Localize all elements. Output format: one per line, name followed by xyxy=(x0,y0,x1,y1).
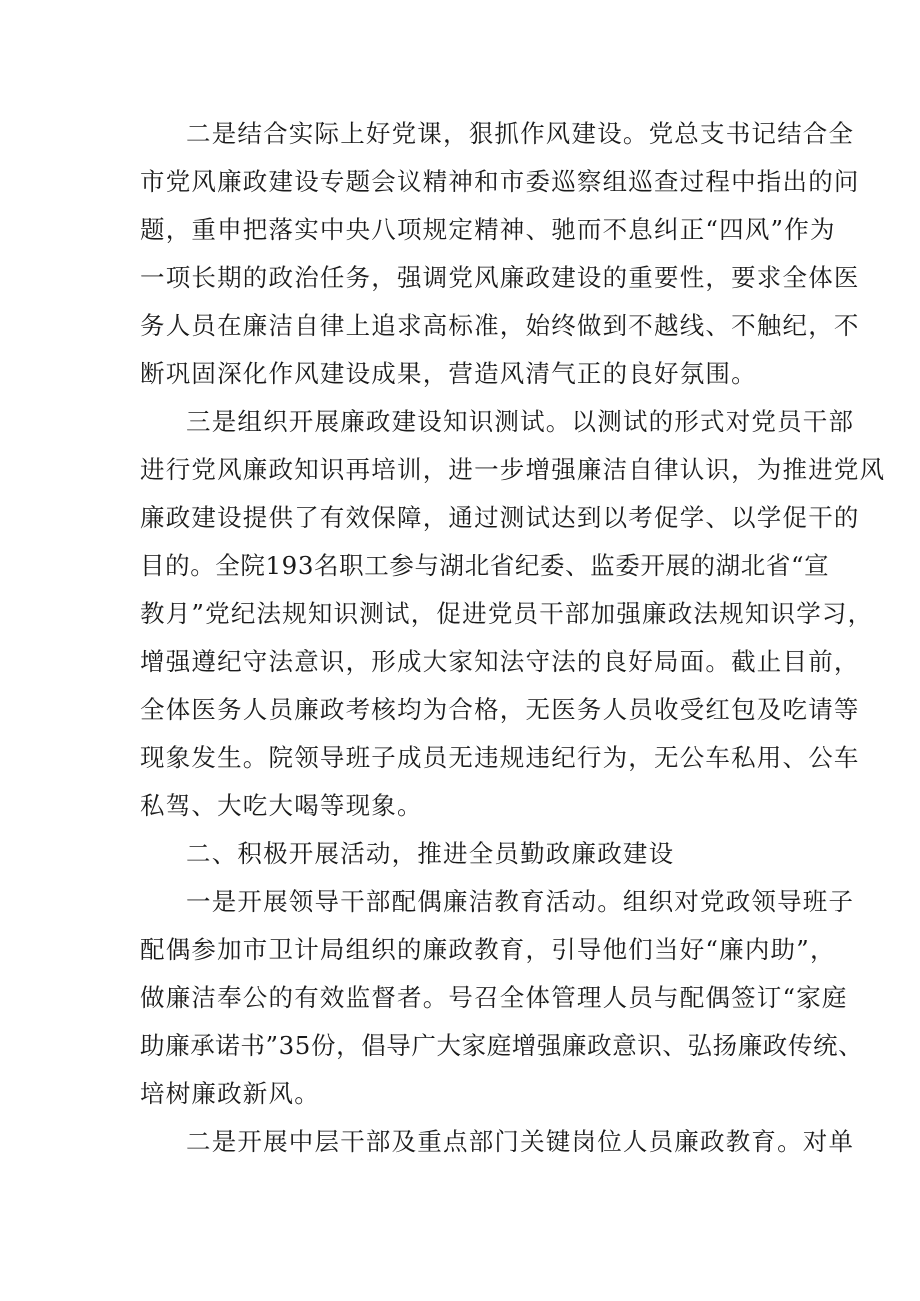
text-line: 市党风廉政建设专题会议精神和市委巡察组巡查过程中指出的问 xyxy=(140,167,860,196)
text-line: 断巩固深化作风建设成果，营造风清气正的良好氛围。 xyxy=(140,359,757,388)
text-line: 务人员在廉洁自律上追求高标准，始终做到不越线、不触纪，不 xyxy=(140,311,860,340)
text-line: 廉政建设提供了有效保障，通过测试达到以考促学、以学促干的 xyxy=(140,503,860,532)
text-line: 配偶参加市卫计局组织的廉政教育，引导他们当好“廉内助”， xyxy=(140,935,836,964)
text-line: 二是开展中层干部及重点部门关键岗位人员廉政教育。对单 xyxy=(186,1127,855,1156)
text-line: 教月”党纪法规知识测试，促进党员干部加强廉政法规知识学习， xyxy=(140,599,874,628)
text-line: 目的。全院193名职工参与湖北省纪委、监委开展的湖北省“宣 xyxy=(140,551,830,580)
text-line: 三是组织开展廉政建设知识测试。以测试的形式对党员干部 xyxy=(186,407,855,436)
text-line: 全体医务人员廉政考核均为合格，无医务人员收受红包及吃请等 xyxy=(140,695,860,724)
text-line: 现象发生。院领导班子成员无违规违纪行为，无公车私用、公车 xyxy=(140,743,860,772)
text-line: 做廉洁奉公的有效监督者。号召全体管理人员与配偶签订“家庭 xyxy=(140,983,848,1012)
text-line: 助廉承诺书”35份，倡导广大家庭增强廉政意识、弘扬廉政传统、 xyxy=(140,1031,864,1060)
text-line: 一项长期的政治任务，强调党风廉政建设的重要性，要求全体医 xyxy=(140,263,860,292)
text-line: 二是结合实际上好党课，狠抓作风建设。党总支书记结合全 xyxy=(186,119,855,148)
text-line: 题，重申把落实中央八项规定精神、驰而不息纠正“四风”作为 xyxy=(140,215,836,244)
text-line: 增强遵纪守法意识，形成大家知法守法的良好局面。截止目前， xyxy=(140,647,860,676)
text-line: 一是开展领导干部配偶廉洁教育活动。组织对党政领导班子 xyxy=(186,887,855,916)
text-line: 私驾、大吃大喝等现象。 xyxy=(140,791,423,820)
text-line: 培树廉政新风。 xyxy=(140,1079,320,1108)
text-line: 进行党风廉政知识再培训，进一步增强廉洁自律认识，为推进党风 xyxy=(140,455,886,484)
section-heading: 二、积极开展活动，推进全员勤政廉政建设 xyxy=(186,839,675,868)
